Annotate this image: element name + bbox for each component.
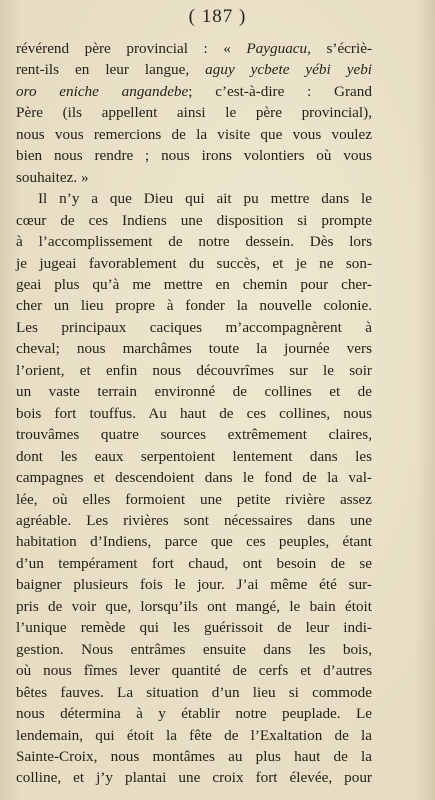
text-line (16, 253, 372, 274)
text-line (16, 274, 372, 295)
text-run: , s’écriè- (307, 40, 372, 57)
text-run: d’un tempérament fort chaud, ont besoin de se (16, 554, 372, 572)
text-line (16, 403, 372, 424)
text-run: Les principaux caciques m’accompagnèrent à (16, 318, 372, 336)
text-run: lendemain, qui étoit la fête de l’Exaltation de la (16, 726, 372, 744)
text-run: colline, et j’y plantai une croix fort élevée, pour (16, 769, 372, 787)
text-run: lée, où elles formoient une petite rivière assez (16, 490, 372, 508)
text-run: cœur de ces Indiens une disposition si prompte (16, 211, 372, 229)
text-run: l’orient, et enfin nous découvrîmes sur le soir (16, 361, 372, 379)
text-line (16, 59, 372, 80)
text-run: ; c’est-à-dire : Grand (188, 82, 372, 100)
text-line (16, 596, 372, 617)
text-run: trouvâmes quatre sources extrêmement claires, (16, 426, 372, 444)
text-run: Sainte-Croix, nous montâmes au plus haut de la (16, 747, 372, 765)
text-line (16, 446, 372, 467)
text-line (16, 617, 372, 638)
text-run: habitation d’Indiens, parce que ces peuples, étant (16, 533, 372, 551)
text-run: cher un lieu propre à fonder la nouvelle colonie. (16, 297, 372, 315)
text-line (16, 467, 372, 488)
text-line (16, 660, 372, 681)
text-line (16, 381, 372, 402)
text-line (16, 489, 372, 510)
text-line (16, 639, 372, 660)
text-run: geai plus qu’à me mettre en chemin pour cher- (16, 275, 372, 293)
text-line (16, 360, 372, 381)
text-line (16, 510, 372, 531)
text-run: nous détermina à y établir notre peuplade. Le (16, 705, 372, 723)
text-run: dont les eaux serpentoient lentement dans les (16, 447, 372, 465)
body-text (16, 38, 372, 789)
text-run: baigner plusieurs fois le jour. J’ai même été sur- (16, 576, 372, 594)
text-line (16, 295, 372, 316)
text-line (16, 682, 372, 703)
page-number: ( 187 ) (188, 6, 247, 27)
text-run: cheval; nous marchâmes toute la journée vers (16, 340, 372, 358)
text-line (16, 574, 372, 595)
italic-run: oro eniche angandebe (16, 82, 189, 100)
text-run: l’unique remède qui les guérissoit de leur indi- (16, 619, 372, 637)
text-run: nous vous remercions de la visite que vous voulez (16, 125, 372, 143)
text-line (16, 531, 372, 552)
text-run: agréable. Les rivières sont nécessaires dans une (16, 511, 372, 529)
text-line (16, 102, 372, 123)
text-run: Père (ils appellent ainsi le père provincial), (16, 104, 372, 122)
text-run: un vaste terrain environné de collines et de (16, 383, 372, 401)
text-run: je jugeai favorablement du succès, et je ne son- (16, 254, 372, 272)
text-run: où nous fîmes lever quantité de cerfs et d’autres (16, 662, 372, 680)
text-line (16, 81, 372, 102)
text-run: à l’accomplissement de notre dessein. Dès lors (16, 233, 372, 251)
text-line (16, 767, 372, 788)
text-run: bêtes fauves. La situation d’un lieu si commode (16, 683, 372, 701)
italic-run: aguy ycbete yébi yebi (205, 61, 373, 79)
text-line (16, 553, 372, 574)
text-line (16, 145, 372, 166)
italic-run: Payguacu (246, 40, 308, 57)
text-line (16, 338, 372, 359)
text-run: Il n’y a que Dieu qui ait pu mettre dans le (38, 190, 372, 208)
text-line (16, 188, 372, 209)
text-line (16, 317, 372, 338)
text-line (16, 725, 372, 746)
text-run: souhaitez. » (16, 168, 89, 186)
text-run: gestion. Nous entrâmes ensuite dans les bois, (16, 640, 372, 658)
text-run: pris de voir que, lorsqu’ils ont mangé, le bain étoit (16, 597, 372, 615)
text-line (16, 231, 372, 252)
text-run: campagnes et descendoient dans le fond de la val- (16, 469, 372, 487)
text-line (16, 38, 372, 59)
text-run: révérend père provincial : « (16, 40, 247, 57)
text-line (16, 210, 372, 231)
text-run: bois fort touffus. Au haut de ces collines, nous (16, 404, 372, 422)
text-line (16, 124, 372, 145)
text-line (16, 167, 372, 188)
text-line (16, 424, 372, 445)
text-line (16, 746, 372, 767)
text-line (16, 703, 372, 724)
text-run: bien nous rendre ; nous irons volontiers où vous (16, 147, 372, 165)
text-run: rent-ils en leur langue, (16, 61, 206, 79)
